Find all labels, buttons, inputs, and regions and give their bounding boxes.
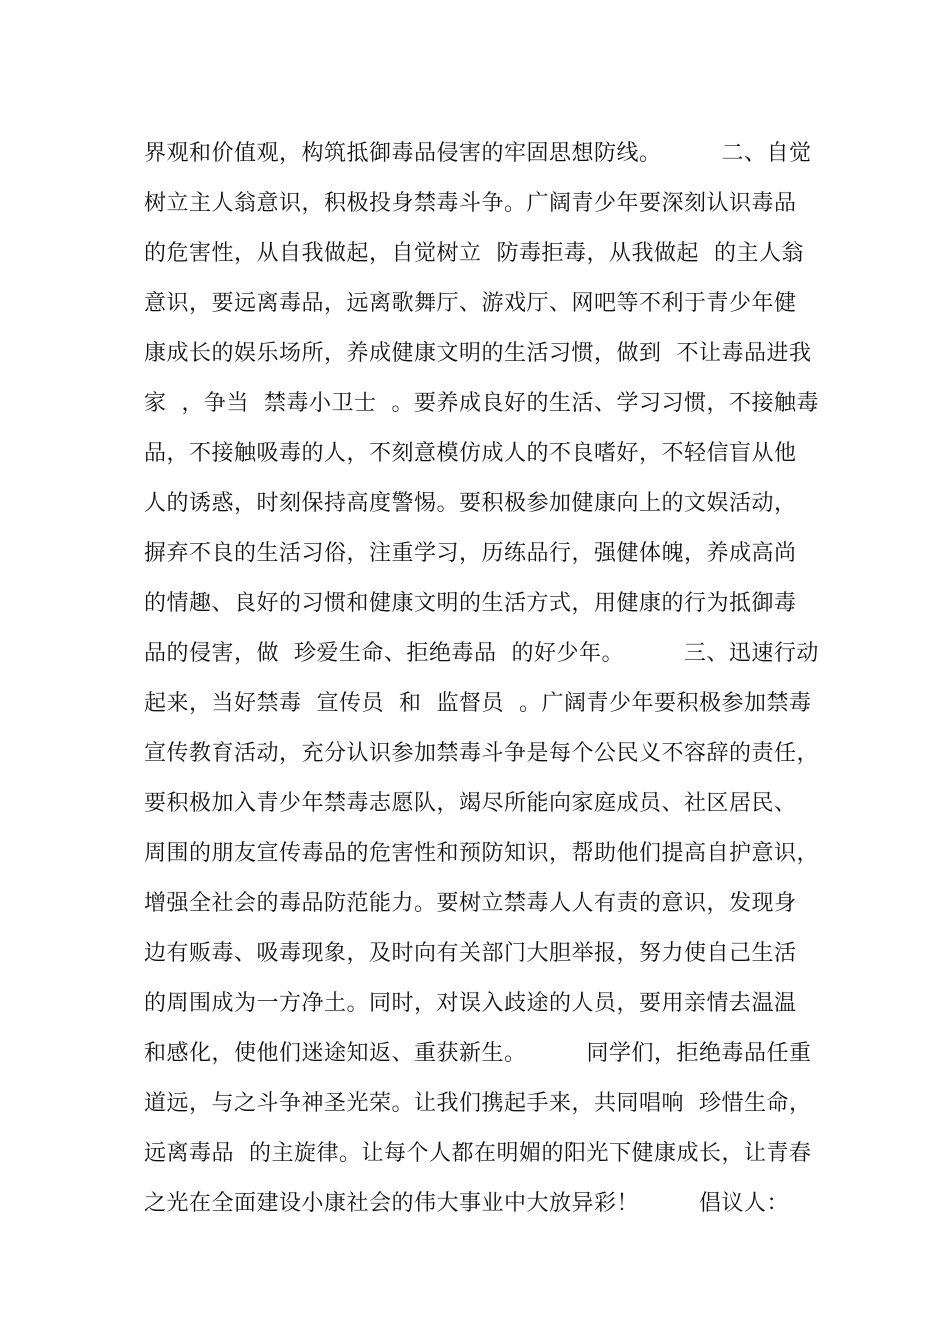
text-line: 品，不接触吸毒的人，不刻意模仿成人的不良嗜好，不轻信盲从他	[144, 441, 797, 466]
text-line: 人的诱惑，时刻保持高度警惕。要积极参加健康向上的文娱活动，	[144, 491, 797, 516]
text-line: 摒弃不良的生活习俗，注重学习，历练品行，强健体魄，养成高尚	[144, 541, 797, 566]
text-line: 树立主人翁意识，积极投身禁毒斗争。广阔青少年要深刻认识毒品	[144, 191, 797, 216]
text-line: 品的侵害，做 珍爱生命、拒绝毒品 的好少年。 三、迅速行动	[144, 641, 819, 666]
text-line: 之光在全面建设小康社会的伟大事业中大放异彩！ 倡议人：	[144, 1191, 789, 1216]
text-line: 康成长的娱乐场所，养成健康文明的生活习惯，做到 不让毒品进我	[144, 341, 812, 366]
text-line: 和感化，使他们迷途知返、重获新生。 同学们，拒绝毒品任重	[144, 1041, 812, 1066]
text-line: 道远，与之斗争神圣光荣。让我们携起手来，共同唱响 珍惜生命，	[144, 1091, 812, 1116]
text-line: 增强全社会的毒品防范能力。要树立禁毒人人有责的意识，发现身	[144, 891, 797, 916]
text-line: 的周围成为一方净土。同时，对误入歧途的人员，要用亲情去温温	[144, 991, 797, 1016]
text-line: 宣传教育活动，充分认识参加禁毒斗争是每个公民义不容辞的责任，	[144, 741, 820, 766]
text-line: 周围的朋友宣传毒品的危害性和预防知识，帮助他们提高自护意识，	[144, 841, 820, 866]
text-line: 远离毒品 的主旋律。让每个人都在明媚的阳光下健康成长，让青春	[144, 1141, 812, 1166]
text-line: 界观和价值观，构筑抵御毒品侵害的牢固思想防线。 二、自觉	[144, 141, 812, 166]
text-line: 的危害性，从自我做起，自觉树立 防毒拒毒，从我做起 的主人翁	[144, 241, 804, 266]
text-line: 要积极加入青少年禁毒志愿队，竭尽所能向家庭成员、社区居民、	[144, 791, 797, 816]
text-line: 起来，当好禁毒 宣传员 和 监督员 。广阔青少年要积极参加禁毒	[144, 691, 812, 716]
body-text	[144, 129, 844, 1229]
text-line: 边有贩毒、吸毒现象，及时向有关部门大胆举报，努力使自己生活	[144, 941, 797, 966]
text-line: 家 ，争当 禁毒小卫士 。要养成良好的生活、学习习惯，不接触毒	[144, 391, 819, 416]
text-line: 意识，要远离毒品，远离歌舞厅、游戏厅、网吧等不利于青少年健	[144, 291, 797, 316]
text-line: 的情趣、良好的习惯和健康文明的生活方式，用健康的行为抵御毒	[144, 591, 797, 616]
